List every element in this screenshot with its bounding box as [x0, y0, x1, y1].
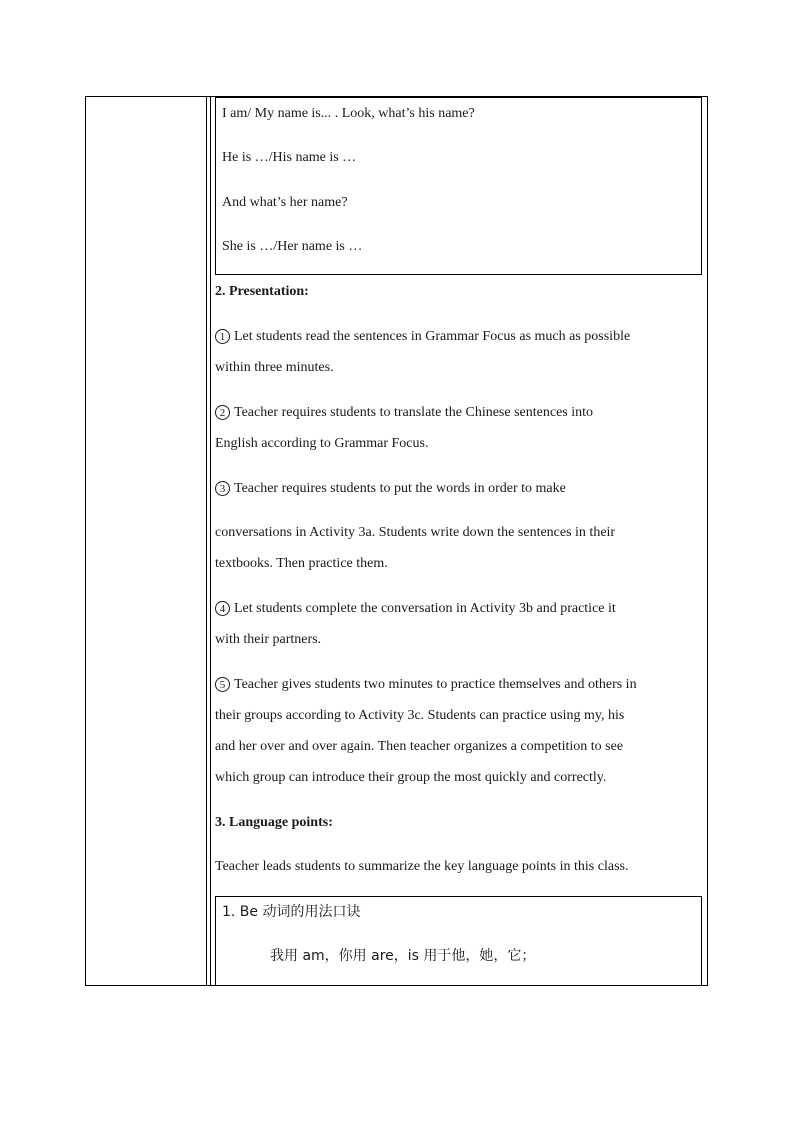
dialogue-line-3: And what’s her name?	[222, 195, 348, 210]
grammar-title: 1. Be 动词的用法口诀	[222, 904, 361, 920]
item-text: Let students read the sentences in Grammar Focus as much as possible	[234, 329, 631, 344]
item-text: Teacher requires students to translate the Chinese sentences into	[234, 405, 594, 420]
circled-number: 3	[215, 481, 230, 496]
grammar-line-1: 我用 am，你用 are，is 用于他，她，它；	[270, 948, 536, 964]
dialogue-line-1: I am/ My name is... . Look, what’s his name?	[222, 106, 475, 121]
item-text: Let students complete the conversation in Activity 3b and practice it	[234, 601, 616, 616]
presentation-item-5	[215, 677, 637, 693]
presentation-item-1	[215, 329, 630, 345]
dialogue-line-2: He is …/His name is …	[222, 150, 357, 165]
column-divider	[206, 96, 207, 986]
circled-number: 2	[215, 405, 230, 420]
presentation-item-2	[215, 405, 593, 421]
item-text: English according to Grammar Focus.	[215, 436, 429, 451]
language-intro: Teacher leads students to summarize the key language points in this class.	[215, 859, 629, 874]
presentation-item-3	[215, 481, 566, 497]
item-text: conversations in Activity 3a. Students write down the sentences in their	[215, 525, 616, 540]
presentation-item-4	[215, 601, 616, 617]
item-text: Teacher requires students to put the words in order to make	[234, 481, 566, 496]
item-text: with their partners.	[215, 632, 322, 647]
item-text: Teacher gives students two minutes to practice themselves and others in	[234, 677, 637, 692]
column-divider-inner	[210, 96, 211, 986]
circled-number: 4	[215, 601, 230, 616]
item-text: which group can introduce their group the most quickly and correctly.	[215, 770, 607, 785]
dialogue-line-4: She is …/Her name is …	[222, 239, 363, 254]
item-text: textbooks. Then practice them.	[215, 556, 388, 571]
item-text: their groups according to Activity 3c. Students can practice using my, his	[215, 708, 625, 723]
circled-number: 5	[215, 677, 230, 692]
item-text: and her over and over again. Then teacher organizes a competition to see	[215, 739, 624, 754]
language-heading: 3. Language points:	[215, 815, 333, 830]
presentation-heading: 2. Presentation:	[215, 284, 309, 299]
circled-number: 1	[215, 329, 230, 344]
item-text: within three minutes.	[215, 360, 334, 375]
